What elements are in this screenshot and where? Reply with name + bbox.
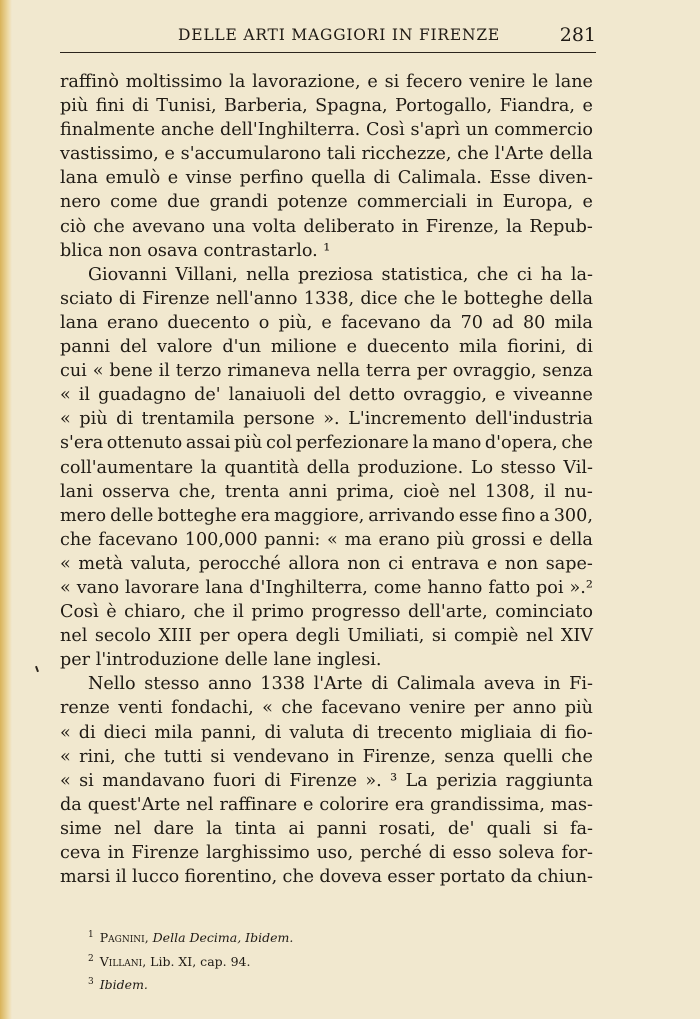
- text-line: più fini di Tunisi, Barberia, Spagna, Portogallo, Fiandra, e: [60, 96, 593, 117]
- body-text: [60, 70, 593, 889]
- text-line: s'era ottenuto assai più col perfezionare la mano d'opera, che: [60, 433, 593, 454]
- footnote-number: 1: [88, 930, 94, 940]
- text-line: lani osserva che, trenta anni prima, cioè nel 1308, il nu-: [60, 481, 593, 502]
- text-line: che facevano 100,000 panni: « ma erano più grossi e della: [60, 529, 593, 550]
- footnote-title: Della Decima, Ibidem.: [152, 930, 294, 946]
- footnote-number: 2: [88, 953, 94, 964]
- running-title: DELLE ARTI MAGGIORI IN FIRENZE: [178, 26, 501, 44]
- text-line: renze venti fondachi, « che facevano venire per anno più: [60, 698, 593, 719]
- footnotes: [88, 925, 293, 996]
- text-line: mero delle botteghe era maggiore, arrivando esse fino a 300,: [60, 505, 593, 526]
- text-line: « di dieci mila panni, di valuta di trecento migliaia di fio-: [60, 722, 593, 743]
- text-line: sime nel dare la tinta ai panni rosati, de' quali si fa-: [60, 818, 593, 839]
- text-line: nel secolo XIII per opera degli Umiliati, si compiè nel XIV: [60, 626, 593, 647]
- footnote-author: Pagnini,: [99, 930, 153, 946]
- running-header: [60, 26, 594, 50]
- text-line: Nello stesso anno 1338 l'Arte di Calimala aveva in Fi-: [88, 674, 593, 695]
- text-line: lana emulò e vinse perfino quella di Calimala. Esse diven-: [60, 168, 593, 189]
- text-line: panni del valore d'un milione e duecento mila fiorini, di: [60, 337, 593, 358]
- footnote: [88, 972, 293, 996]
- footnote-author: Villani,: [99, 953, 151, 969]
- text-line: nero come due grandi potenze commerciali in Europa, e: [60, 192, 593, 213]
- text-line: marsi il lucco fiorentino, che doveva esser portato da chiun-: [60, 867, 593, 888]
- text-line: vastissimo, e s'accumularono tali ricchezze, che l'Arte della: [60, 144, 593, 165]
- footnote-reference: Lib. XI, cap. 94.: [150, 953, 251, 969]
- header-rule: [60, 52, 596, 53]
- text-line: da quest'Arte nel raffinare e colorire era grandissima, mas-: [60, 794, 593, 815]
- page-number: 281: [559, 24, 596, 46]
- margin-mark: [35, 666, 39, 672]
- text-line: ciò che avevano una volta deliberato in Firenze, la Repub-: [60, 216, 593, 237]
- text-line: « il guadagno de' lanaiuoli del detto ovraggio, e viveanne: [60, 385, 593, 406]
- text-line: cui « bene il terzo rimaneva nella terra per ovraggio, senza: [60, 361, 593, 382]
- text-line: blica non osava contrastarlo. ¹: [60, 240, 331, 261]
- text-line: sciato di Firenze nell'anno 1338, dice che le botteghe della: [60, 288, 593, 309]
- text-line: « metà valuta, perocché allora non ci entrava e non sape-: [60, 553, 593, 574]
- text-line: per l'introduzione delle lane inglesi.: [60, 650, 382, 671]
- text-line: « vano lavorare lana d'Inghilterra, come hanno fatto poi ».²: [60, 577, 593, 598]
- text-line: lana erano duecento o più, e facevano da 70 ad 80 mila: [60, 312, 593, 333]
- footnote: [88, 925, 293, 949]
- footnote-title: Ibidem.: [99, 977, 148, 993]
- text-line: ceva in Firenze larghissimo uso, perché di esso soleva for-: [60, 843, 593, 863]
- page-edge: [0, 0, 12, 1019]
- text-line: « si mandavano fuori di Firenze ». ³ La perizia raggiunta: [60, 770, 593, 791]
- text-line: Giovanni Villani, nella preziosa statistica, che ci ha la-: [88, 264, 593, 285]
- footnote-number: 3: [88, 977, 94, 988]
- footnote: [88, 949, 293, 973]
- text-line: « rini, che tutti si vendevano in Firenze, senza quelli che: [60, 746, 593, 767]
- text-line: Così è chiaro, che il primo progresso dell'arte, cominciato: [60, 602, 593, 623]
- text-line: coll'aumentare la quantità della produzione. Lo stesso Vil-: [60, 457, 593, 478]
- text-line: raffinò moltissimo la lavorazione, e si fecero venire le lane: [60, 72, 593, 92]
- text-line: finalmente anche dell'Inghilterra. Così s'aprì un commercio: [60, 120, 593, 141]
- text-line: « più di trentamila persone ». L'incremento dell'industria: [60, 409, 593, 430]
